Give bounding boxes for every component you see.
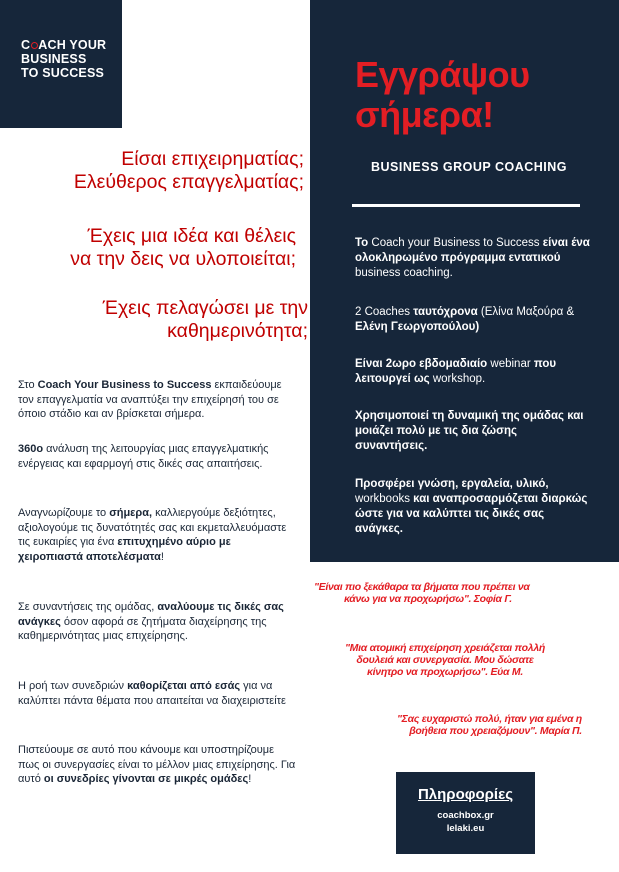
right-paragraph-4: Χρησιμοποιεί τη δυναμική της ομάδας και μοιάζει πολύ με τις δια ζώσης συναντήσεις.: [355, 410, 584, 452]
info-title: Πληροφορίες: [417, 786, 514, 803]
left-paragraph-6: Πιστεύουμε σε αυτό που κάνουμε και υποστηρίζουμε πως οι συνεργασίες είναι το μέλλον μιας επιχείρησης. Για αυτό οι συνεδρίες γίνονται σε μικρές ομάδες!: [18, 744, 296, 785]
divider: [352, 204, 580, 207]
testimonial-1: "Είναι πιο ξεκάθαρα τα βήματα που πρέπει να κάνω για να προχωρήσω". Σοφία Γ.: [314, 581, 530, 605]
subheading: BUSINESS GROUP COACHING: [371, 160, 568, 174]
info-site-2[interactable]: lelaki.eu: [446, 823, 485, 834]
target-icon: [31, 42, 38, 49]
right-paragraph-1: Το Coach your Business to Success είναι ένα ολοκληρωμένο πρόγραμμα εντατικού business coaching.: [355, 237, 590, 279]
logo-line-3: TO SUCCESS: [21, 66, 105, 80]
testimonial-2: "Μια ατομική επιχείρηση χρειάζεται πολλή δουλειά και συνεργασία. Μου δώσατε κίνητρο να προχωρήσω". Εύα Μ.: [345, 642, 545, 678]
left-paragraph-2: 360ο ανάλυση της λειτουργίας μιας επαγγελματικής ενέργειας και εφαρμογή στις δικές σας απαιτήσεις.: [18, 443, 269, 470]
logo-line-1: ACH YOUR: [38, 38, 107, 52]
headline-line-1: Εγγράψου: [355, 54, 530, 95]
headline: [355, 55, 595, 135]
logo-letter: C: [21, 38, 31, 52]
left-paragraph-1: Στο Coach Your Business to Success εκπαιδεύουμε τον επαγγελματία να αναπτύξει την επιχείρησή του σε όποιο στάδιο και αν βρίσκεται σήμερα.: [18, 379, 282, 420]
info-box: [396, 772, 535, 854]
question-2: Έχεις μια ιδέα και θέλεις να την δεις να υλοποιείται;: [70, 225, 296, 270]
logo-line-2: BUSINESS: [21, 52, 87, 66]
left-paragraph-4: Σε συναντήσεις της ομάδας, αναλύουμε τις δικές σας ανάγκες όσον αφορά σε ζητήματα διαχείρησης της καθημερινότητας μιας επιχείρησης.: [18, 601, 284, 642]
logo: [21, 38, 106, 80]
testimonial-3: "Σας ευχαριστώ πολύ, ήταν για εμένα η βοήθεια που χρειαζόμουν". Μαρία Π.: [397, 713, 582, 737]
right-paragraph-3: Είναι 2ωρο εβδομαδιαίο webinar που λειτουργεί ως workshop.: [355, 358, 557, 385]
headline-line-2: σήμερα!: [355, 94, 494, 135]
left-paragraph-5: Η ροή των συνεδριών καθορίζεται από εσάς για να καλύπτει πάντα θέματα που απαιτείται να διαχειριστείτε: [18, 680, 286, 707]
question-1: Είσαι επιχειρηματίας; Ελεύθερος επαγγελματίας;: [73, 148, 304, 193]
logo-box: [0, 0, 122, 128]
right-paragraph-5: Προσφέρει γνώση, εργαλεία, υλικό, workbooks και αναπροσαρμόζεται διαρκώς ώστε για να καλύπτει τις δικές σας ανάγκες.: [355, 478, 588, 535]
info-site-1[interactable]: coachbox.gr: [437, 810, 494, 821]
question-3: Έχεις πελαγώσει με την καθημερινότητα;: [102, 297, 308, 342]
right-paragraph-2: 2 Coaches ταυτόχρονα (Ελίνα Μαξούρα & Ελένη Γεωργοπούλου): [355, 306, 575, 333]
left-paragraph-3: Αναγνωρίζουμε το σήμερα, καλλιεργούμε δεξιότητες, αξιολογούμε τις δυνατότητές σας και εκμεταλλευόμαστε τις ευκαιρίες για ένα επιτυχημένο αύριο με χειροπιαστά αποτελέσματα!: [18, 507, 287, 563]
